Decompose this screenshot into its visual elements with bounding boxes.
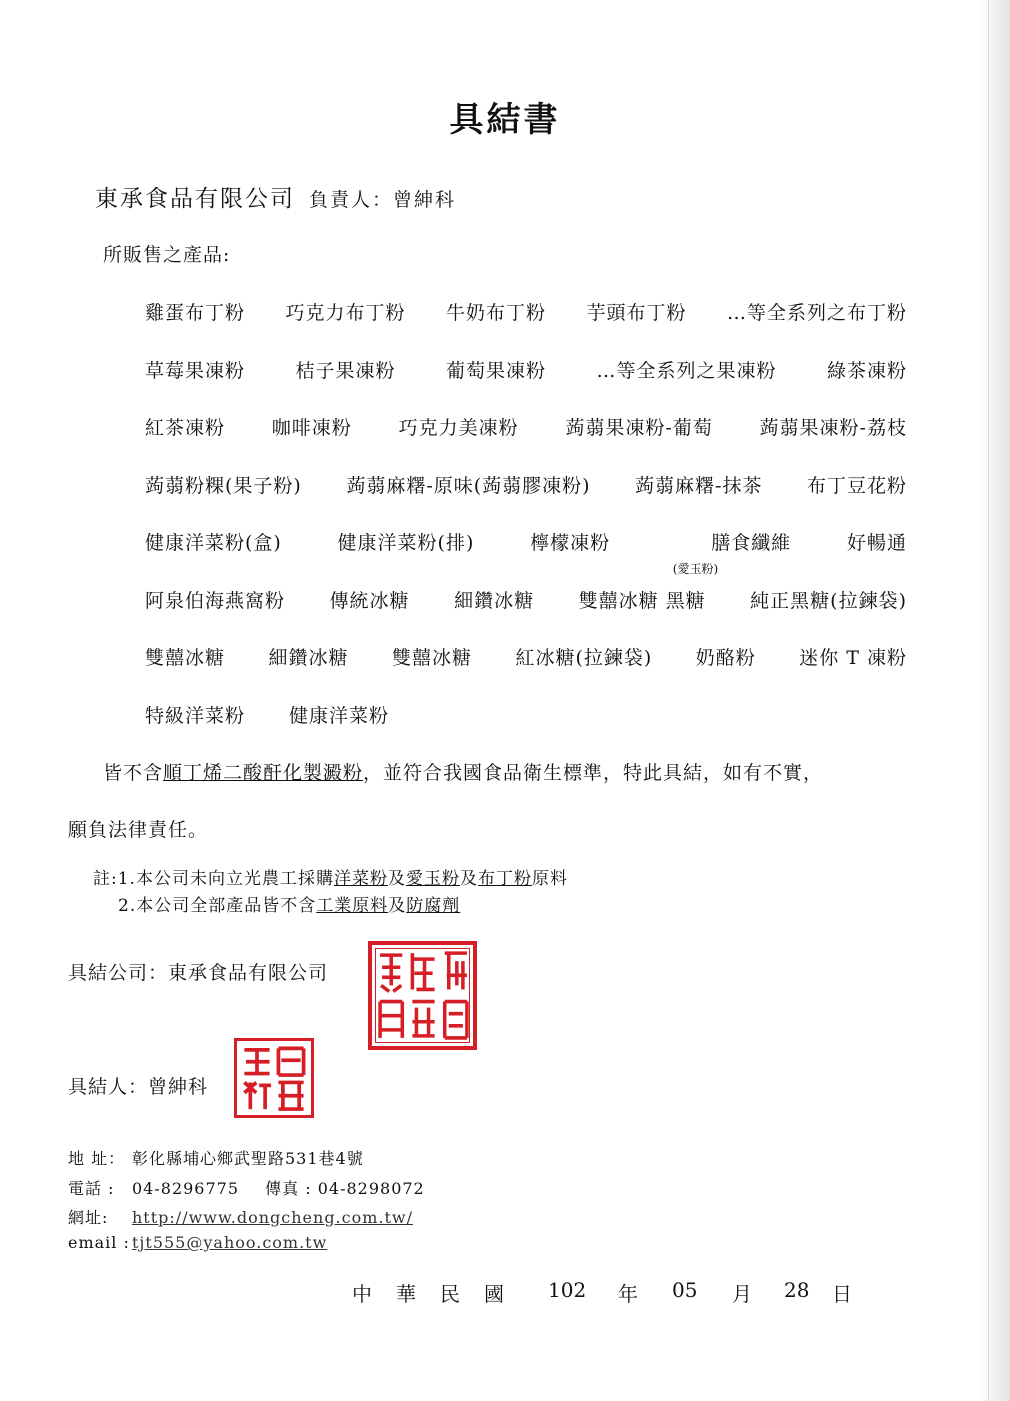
product-item: 奶酪粉 (695, 647, 756, 669)
company-seal-stamp (368, 941, 477, 1050)
product-item: 草莓果凍粉 (145, 360, 246, 382)
product-row (145, 298, 907, 325)
product-item: 布丁豆花粉 (806, 475, 907, 497)
product-item: 蒟蒻果凍粉-葡萄 (565, 417, 713, 439)
product-item: 純正黑糖(拉鍊袋) (750, 590, 907, 612)
paper-edge-shadow (978, 0, 1010, 1401)
product-item: 雞蛋布丁粉 (145, 302, 246, 324)
banned-substance: 順丁烯二酸酐化製澱粉 (163, 762, 364, 784)
product-item: …等全系列之布丁粉 (726, 302, 907, 324)
personal-seal-glyphs (237, 1041, 311, 1115)
personal-seal-stamp (234, 1038, 314, 1118)
product-item: 迷你 T 凍粉 (799, 647, 907, 669)
phone-fax-line: 電話 : 04-8296775 傳真 : 04-8298072 (68, 1179, 425, 1198)
product-item: 雙囍冰糖 黑糖 (578, 590, 706, 612)
product-item: …等全系列之果凍粉 (596, 360, 777, 382)
signer-person: 具結人：曾紳科 (68, 1076, 209, 1098)
declaration-line: 皆不含順丁烯二酸酐化製澱粉，並符合我國食品衛生標準，特此具結，如有不實， (103, 762, 824, 784)
product-item: 好暢通 (846, 532, 907, 554)
email-link[interactable]: tjt555@yahoo.com.tw (132, 1233, 328, 1252)
product-row (145, 643, 907, 670)
product-item: 葡萄果凍粉 (445, 360, 546, 382)
product-item: 桔子果凍粉 (295, 360, 396, 382)
product-item: 蒟蒻麻糬-抹茶 (635, 475, 763, 497)
product-row (145, 586, 907, 613)
product-item: 傳統冰糖 (329, 590, 410, 612)
address-line: 地 址： 彰化縣埔心鄉武聖路531巷4號 (68, 1149, 364, 1168)
product-row (145, 528, 907, 576)
document-title: 具結書 (449, 100, 561, 140)
note-1: 註:1.本公司未向立光農工採購洋菜粉及愛玉粉及布丁粉原料 (93, 869, 568, 889)
product-item: 蒟蒻果凍粉-荔枝 (759, 417, 907, 439)
product-item-lemon: 檸檬凍粉$_{(愛玉粉)}$ (530, 532, 719, 576)
note-2: 2.本公司全部產品皆不含工業原料及防腐劑 (118, 896, 461, 916)
product-item: 紅茶凍粉 (145, 417, 226, 439)
product-item: 雙囍冰糖 (391, 647, 472, 669)
product-item: 紅冰糖(拉鍊袋) (515, 647, 653, 669)
product-item: 咖啡凍粉 (271, 417, 352, 439)
product-item: 芋頭布丁粉 (586, 302, 687, 324)
product-item: 蒟蒻麻糬-原味(蒟蒻膠凍粉) (346, 475, 591, 497)
product-item: 細鑽冰糖 (454, 590, 535, 612)
product-item: 健康洋菜粉 (289, 705, 390, 727)
product-item: 蒟蒻粉粿(果子粉) (145, 475, 302, 497)
product-item: 巧克力美凍粉 (398, 417, 519, 439)
product-item: 牛奶布丁粉 (445, 302, 546, 324)
products-label: 所販售之產品: (103, 244, 231, 266)
product-item: 巧克力布丁粉 (285, 302, 406, 324)
product-item: 雙囍冰糖 (145, 647, 226, 669)
signer-company: 具結公司：東承食品有限公司 (68, 962, 329, 984)
product-row (145, 356, 907, 383)
company-name: 東承食品有限公司 (95, 186, 295, 212)
lemon-note: (愛玉粉) (672, 562, 719, 576)
responsible-person: 負責人：曾紳科 (309, 189, 457, 211)
date-day: 28 (784, 1278, 810, 1302)
product-item: 健康洋菜粉(盒) (145, 532, 282, 554)
product-row (145, 701, 389, 728)
product-item: 特級洋菜粉 (145, 705, 246, 727)
declaration-line-2: 願負法律責任。 (68, 819, 209, 841)
notes (93, 866, 568, 920)
product-row (145, 413, 907, 440)
website-link[interactable]: http://www.dongcheng.com.tw/ (132, 1208, 414, 1227)
product-item: 細鑽冰糖 (268, 647, 349, 669)
product-item: 膳食纖維 (711, 532, 792, 554)
email-line: email : tjt555@yahoo.com.tw (68, 1233, 328, 1252)
date-month: 05 (672, 1278, 698, 1302)
website-line: 網址: http://www.dongcheng.com.tw/ (68, 1208, 414, 1227)
company-seal-glyphs (372, 945, 473, 1046)
product-item: 綠茶凍粉 (826, 360, 907, 382)
product-item: 阿泉伯海燕窩粉 (145, 590, 286, 612)
date-year: 102 (548, 1278, 587, 1302)
product-row (145, 471, 907, 498)
product-item: 健康洋菜粉(排) (337, 532, 475, 554)
company-header (95, 180, 456, 213)
